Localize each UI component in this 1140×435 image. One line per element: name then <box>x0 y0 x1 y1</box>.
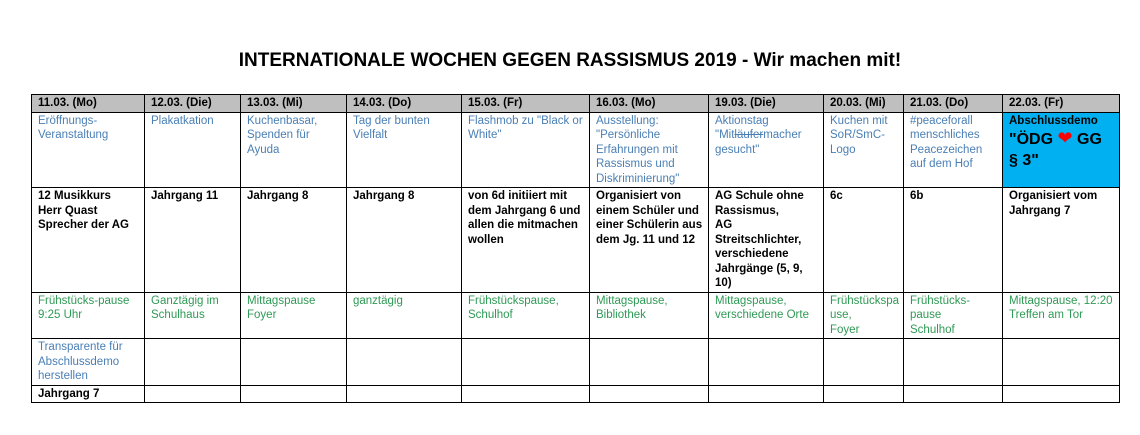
time-cell: Mittagspause, 12:20 Treffen am Tor <box>1003 292 1120 339</box>
header-cell: 15.03. (Fr) <box>462 95 590 113</box>
activity-cell: Ausstellung: "Persönliche Erfahrungen mit Rassismus und Diskriminierung" <box>590 112 709 188</box>
organizer-cell: Organisiert von einem Schüler und einer Schülerin aus dem Jg. 11 und 12 <box>590 188 709 293</box>
activity-cell-demo <box>1003 112 1120 188</box>
activity-cell: Plakatkation <box>145 112 241 188</box>
header-cell: 20.03. (Mi) <box>824 95 904 113</box>
header-cell: 19.03. (Die) <box>709 95 824 113</box>
organizer-cell: Organisiert vom Jahrgang 7 <box>1003 188 1120 293</box>
page-title: INTERNATIONALE WOCHEN GEGEN RASSISMUS 2019 - Wir machen mit! <box>238 50 902 71</box>
time-cell: Ganztägig im Schulhaus <box>145 292 241 339</box>
organizer-cell: von 6d initiiert mit dem Jahrgang 6 und allen die mitmachen wollen <box>462 188 590 293</box>
aktionstag-rest: macher <box>763 129 802 141</box>
empty-cell <box>145 385 241 403</box>
organizer-cell: 6c <box>824 188 904 293</box>
time-cell: Mittagspause, Bibliothek <box>590 292 709 339</box>
time-cell: Frühstückspause, Schulhof <box>462 292 590 339</box>
empty-cell <box>462 385 590 403</box>
header-cell: 13.03. (Mi) <box>241 95 347 113</box>
aktionstag-line1: Aktionstag <box>715 114 769 127</box>
time-cell: Frühstücks-pause 9:25 Uhr <box>32 292 145 339</box>
header-cell: 22.03. (Fr) <box>1003 95 1120 113</box>
header-cell: 16.03. (Mo) <box>590 95 709 113</box>
activity-cell-aktionstag <box>709 112 824 188</box>
empty-cell <box>709 385 824 403</box>
organizer-cell: 12 Musikkurs Herr Quast Sprecher der AG <box>32 188 145 293</box>
time-cell: Frühstückspa use, Foyer <box>824 292 904 339</box>
empty-cell <box>904 385 1003 403</box>
empty-cell <box>590 385 709 403</box>
header-cell: 21.03. (Do) <box>904 95 1003 113</box>
header-cell: 14.03. (Do) <box>347 95 462 113</box>
empty-cell <box>590 339 709 386</box>
empty-cell <box>824 339 904 386</box>
demo-text-left: "ÖDG <box>1009 131 1054 148</box>
time-cell: Frühstücks- pause Schulhof <box>904 292 1003 339</box>
empty-cell <box>241 385 347 403</box>
empty-cell <box>1003 385 1120 403</box>
empty-cell <box>347 339 462 386</box>
activity-cell: Flashmob zu "Black or White" <box>462 112 590 188</box>
header-cell: 12.03. (Die) <box>145 95 241 113</box>
demo-label: Abschlussdemo <box>1009 114 1098 127</box>
activity-cell: Eröffnungs- Veranstaltung <box>32 112 145 188</box>
schedule-table <box>31 94 1120 403</box>
activity-cell: Kuchen mit SoR/SmC- Logo <box>824 112 904 188</box>
header-row <box>32 95 1120 113</box>
organizer-cell: Jahrgang 8 <box>347 188 462 293</box>
empty-cell <box>462 339 590 386</box>
activity-cell: #peaceforall menschliches Peacezeichen auf dem Hof <box>904 112 1003 188</box>
extra-organizer-cell: Jahrgang 7 <box>32 385 145 403</box>
extra-organizer-row <box>32 385 1120 403</box>
empty-cell <box>347 385 462 403</box>
empty-cell <box>824 385 904 403</box>
activity-cell: Kuchenbasar, Spenden für Ayuda <box>241 112 347 188</box>
aktionstag-quote-open: "Mit <box>715 129 735 141</box>
organizer-cell: AG Schule ohne Rassismus, AG Streitschlichter, verschiedene Jahrgänge (5, 9, 10) <box>709 188 824 293</box>
extra-activity-cell: Transparente für Abschlussdemo herstellen <box>32 339 145 386</box>
time-row <box>32 292 1120 339</box>
aktionstag-line3: gesucht" <box>715 143 760 156</box>
header-cell: 11.03. (Mo) <box>32 95 145 113</box>
time-cell: Mittagspause Foyer <box>241 292 347 339</box>
demo-line2: § 3" <box>1009 152 1039 169</box>
organizer-cell: 6b <box>904 188 1003 293</box>
aktionstag-struck-text: läufer <box>734 129 764 141</box>
activity-cell: Tag der bunten Vielfalt <box>347 112 462 188</box>
empty-cell <box>709 339 824 386</box>
extra-activity-row <box>32 339 1120 386</box>
heart-icon: ❤ <box>1057 128 1073 148</box>
organizer-row <box>32 188 1120 293</box>
demo-slogan <box>1009 128 1114 171</box>
activity-row <box>32 112 1120 188</box>
empty-cell <box>904 339 1003 386</box>
empty-cell <box>241 339 347 386</box>
organizer-cell: Jahrgang 11 <box>145 188 241 293</box>
organizer-cell: Jahrgang 8 <box>241 188 347 293</box>
time-cell: Mittagspause, verschiedene Orte <box>709 292 824 339</box>
time-cell: ganztägig <box>347 292 462 339</box>
empty-cell <box>145 339 241 386</box>
demo-text-right: GG <box>1077 131 1102 148</box>
empty-cell <box>1003 339 1120 386</box>
